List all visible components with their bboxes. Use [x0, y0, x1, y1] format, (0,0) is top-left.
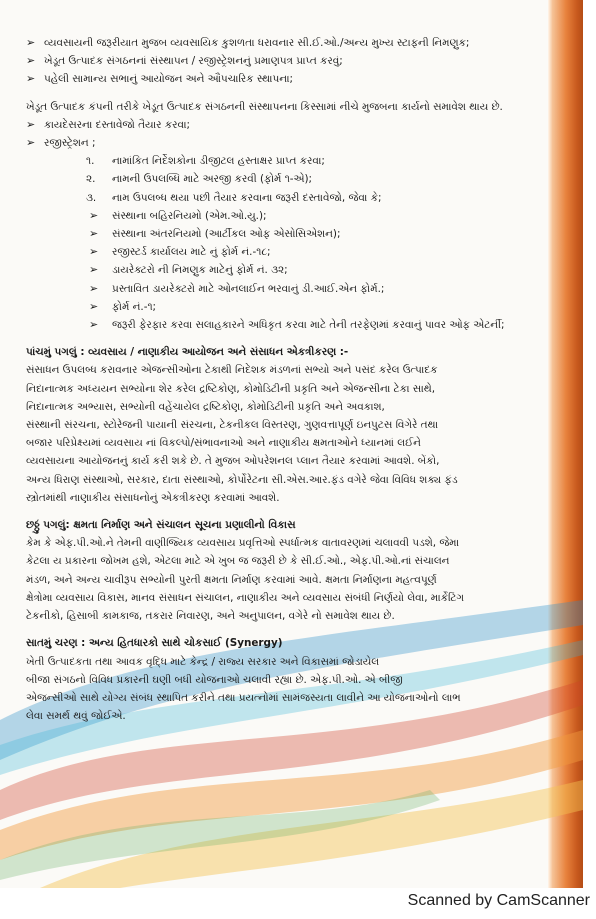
- section-7-line: લેવા સમર્થ થવું જોઈએ.: [26, 710, 126, 723]
- section-5-line: નિદાનાત્મક અભ્યાસ, સભ્યોની વહેંચાયેલ દ્રષ્ટિકોણ, કોમોડિટીની પ્રકૃતિ અને અવકાશ,: [26, 400, 385, 413]
- section-6-line: કેટલા ય પ્રકારના જોખમ હશે, એટલા માટે એ ખુબ જ જરૂરી છે કે સી.ઈ.ઓ., એફ.પી.ઓ.નાં સંચાલન: [26, 555, 450, 568]
- section-6-line: ટેકનીકો, હિસાબી કામકાજ, તકરાર નિવારણ, અને અનુપાલન, વગેરે નો સમાવેશ થાય છે.: [26, 610, 395, 623]
- arrow-bullet-icon: ➢: [26, 54, 36, 68]
- bullet-item: ➢ પહેલી સામાન્ય સભાનું આયોજન અને ઔપચારિક સ્થાપના;: [26, 70, 538, 88]
- section-6-line: કેમ કે એફ.પી.ઓ.ને તેમની વાણીજ્યિક વ્યવસાય પ્રવૃત્તિઓ સ્પર્ધાત્મક વાતાવરણમાં ચલાવવી પડશે, જેમા: [26, 537, 460, 550]
- section-7-line: એજન્સીઓ સાથે યોગ્ય સંબંધ સ્થાપિત કરીને તથા પ્રયત્નોમાં સામંજસ્યતા લાવીને આ યોજનાઓનો લાભ: [26, 691, 461, 704]
- sub-bullet-item: ➢ પ્રસ્તાવિત ડાયરેક્ટરો માટે ઓનલાઈન ભરવાનું ડી.આઈ.એન ફોર્મ.;: [26, 280, 538, 298]
- sub-bullet-item: ➢ ફોર્મ નં.-૧;: [26, 298, 538, 316]
- section-5-line: સ્ત્રોતમાંથી નાણાકીય સંસાધનોનું એકત્રીકરણ કરવામાં આવશે.: [26, 491, 280, 504]
- numbered-item: ૧. નામાંકિત નિર્દેશકોના ડીજીટલ હસ્તાક્ષર પ્રાપ્ત કરવા;: [86, 155, 325, 168]
- scanner-watermark-text: Scanned by CamScanner: [407, 892, 590, 909]
- section-6-line: ક્ષેત્રોમા વ્યવસાય વિકાસ, માનવ સંસાધન સંચાલન, નાણાકીય અને વ્યવસાય સંબંધી નિર્ણયો લેવા, માર્કેટિંગ: [26, 591, 464, 604]
- arrow-bullet-icon: ➢: [89, 281, 99, 295]
- sub-bullet-item: ➢ સંસ્થાના બહિરનિયમો (એમ.ઓ.યુ.);: [26, 207, 538, 225]
- section-6-heading: છઠ્ઠું પગલું: ક્ષમતા નિર્માણ અને સંચાલન સૂચના પ્રણાલીનો વિકાસ: [26, 519, 296, 532]
- intro-paragraph: ખેડૂત ઉત્પાદક કંપની તરીકે ખેડૂત ઉત્પાદક સંગઠનની સંસ્થાપનના કિસ્સામાં નીચે મુજબના કાર્યનો સમાવેશ થાય છે.: [26, 100, 503, 113]
- bullet-item: ➢ ખેડૂત ઉત્પાદક સંગઠનનાં સંસ્થાપન / રજીસ્ટ્રેશનનું પ્રમાણપત્ર પ્રાપ્ત કરવું;: [26, 52, 538, 70]
- numbered-item: ૨. નામની ઉપલબ્ધિ માટે અરજી કરવી (ફોર્મ ૧-એ);: [86, 173, 313, 186]
- arrow-bullet-icon: ➢: [89, 263, 99, 277]
- arrow-bullet-icon: ➢: [89, 318, 99, 332]
- document-body: [26, 34, 538, 725]
- arrow-bullet-icon: ➢: [26, 36, 36, 49]
- section-5-line: બજાર પરિપ્રેક્ષ્યમાં વ્યવસાય નાં વિકલ્પો/સંભાવનાઓ અને નાણાકીય ક્ષમતાઓને ધ્યાનમાં લઈને: [26, 437, 421, 450]
- arrow-bullet-icon: ➢: [26, 117, 36, 131]
- section-5-line: નિદાનાત્મક અધ્યયન સભ્યોના શેર કરેલ દ્રષ્ટિકોણ, કોમોડિટીની પ્રકૃતિ અને એજન્સીના ટેકા સાથે,: [26, 382, 436, 395]
- arrow-bullet-icon: ➢: [89, 245, 99, 259]
- bullet-item: ➢ રજીસ્ટ્રેશન ;: [26, 134, 538, 152]
- sub-bullet-item: ➢ રજીસ્ટર્ડ કાર્યાલય માટે નું ફોર્મ નં.-૧૮;: [26, 243, 538, 261]
- arrow-bullet-icon: ➢: [26, 72, 36, 86]
- section-6-line: મંડળ, અને અન્ય ચાવીરૂપ સભ્યોની પુરતી ક્ષમતા નિર્માણ કરવામાં આવે. ક્ષમતા નિર્માણના મહત્વપૂર્ણ: [26, 573, 437, 586]
- section-5-heading: પાંચમું પગલું : વ્યવસાય / નાણાકીય આયોજન અને સંસાધન એકત્રીકરણ :-: [26, 346, 349, 359]
- scanner-footer: [0, 888, 596, 919]
- section-5-line: વ્યવસાયના આયોજનનું કાર્ય કરી શકે છે. તે મુજબ ઓપરેશનલ પ્લાન તૈયાર કરવામાં આવશે. બેંકો,: [26, 455, 440, 468]
- arrow-bullet-icon: ➢: [26, 136, 36, 150]
- section-7-line: ખેતી ઉત્પાદકતા તથા આવક વૃદ્ધિ માટે કેન્દ્ર / રાજ્ય સરકાર અને વિકાસમાં જોડાયેલ: [26, 655, 380, 668]
- sub-bullet-item: ➢ ડાયરેક્ટરો ની નિમણુક માટેનું ફોર્મ નં. ૩૨;: [26, 261, 538, 279]
- section-5-line: સંસાધન ઉપલબ્ધ કરાવનાર એજન્સીઓના ટેકાથી નિદેશક મંડળનાં સભ્યો અને પસંદ કરેલ ઉત્પાદક: [26, 364, 438, 377]
- section-5-line: સંસ્થાની સંરચના, સ્ટોરેજની પાયાની સંરચના, ટેકનીકલ વિસ્તરણ, ગુણવત્તાપૂર્ણ ઇનપુટસ વિગેરે તથા: [26, 419, 439, 432]
- sub-bullet-item: ➢ જરૂરી ફેરફાર કરવા સલાહકારને અધિકૃત કરવા માટે તેની તરફેણમાં કરવાનું પાવર ઓફ એટર્ની;: [26, 316, 538, 334]
- section-7-heading: સાતમું ચરણ : અન્ય હિતધારકો સાથે ચોકસાઈ (Synergy): [26, 637, 283, 650]
- bullet-item: ➢ વ્યવસાયની જરૂરીયાત મુજબ વ્યવસાયિક કુશળતા ધરાવનાર સી.ઈ.ઓ./અન્ય મુખ્ય સ્ટાફની નિમણુક;: [26, 34, 538, 52]
- arrow-bullet-icon: ➢: [89, 208, 99, 222]
- section-5-line: અન્ય ધિરાણ સંસ્થાઓ, સરકાર, દાતા સંસ્થાઓ, કોર્પોરેટના સી.એસ.આર.ફંડ વગેરે જેવા વિવિધ શક્ય ફંડ: [26, 473, 458, 486]
- sub-bullet-item: ➢ સંસ્થાના અંતરનિયમો (આર્ટીકલ ઓફ એસોસિએશન);: [26, 225, 538, 243]
- numbered-item: ૩. નામ ઉપલબ્ધ થયા પછી તૈયાર કરવાના જરૂરી દસ્તાવેજો, જેવા કે;: [86, 191, 382, 204]
- bullet-item: ➢ કાયદેસરના દસ્તાવેજો તૈયાર કરવા;: [26, 116, 538, 134]
- section-7-line: બીજા સંગઠનો વિવિધ પ્રકારની ઘણી બધી યોજનાઓ ચલાવી રહ્યા છે. એફ.પી.ઓ. એ બીજી: [26, 673, 403, 686]
- arrow-bullet-icon: ➢: [89, 227, 99, 241]
- arrow-bullet-icon: ➢: [89, 299, 99, 313]
